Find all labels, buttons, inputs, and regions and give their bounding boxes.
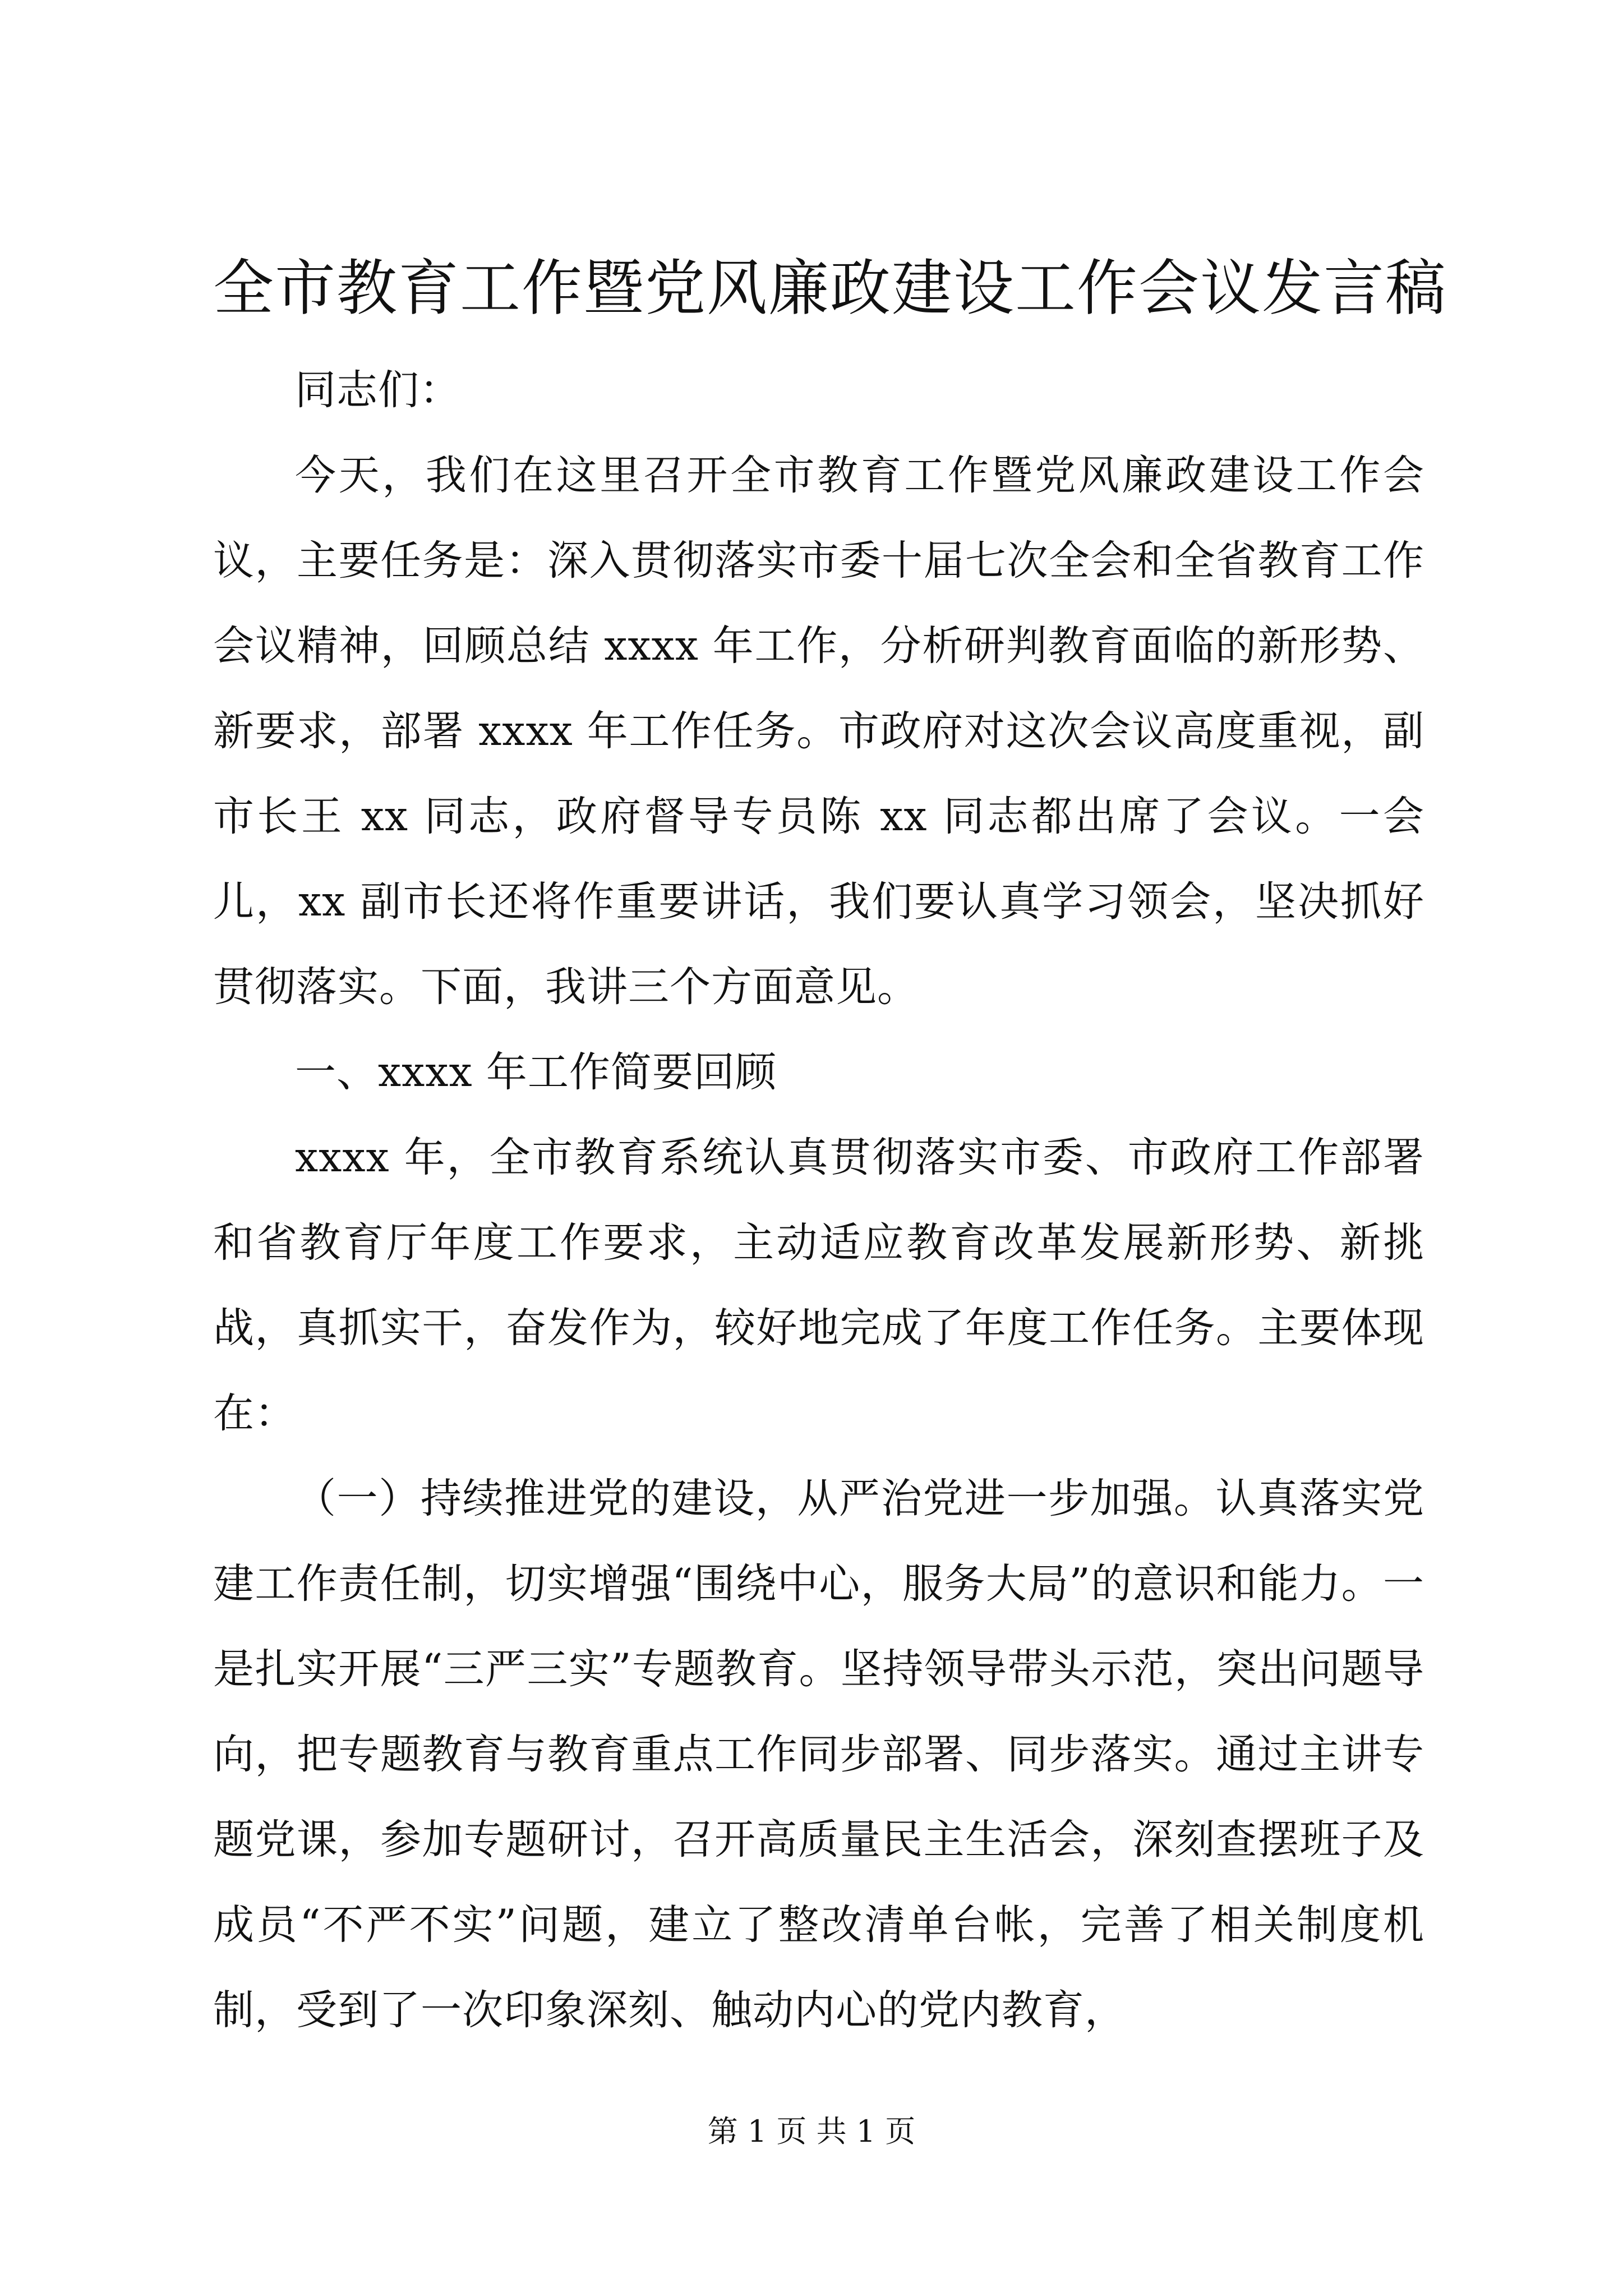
page-footer: [0, 2109, 1623, 2154]
document-body: [213, 348, 1424, 2053]
salutation: 同志们：: [295, 366, 461, 414]
section-heading: 一、xxxx 年工作简要回顾: [295, 1048, 777, 1096]
paragraph-intro: 今天，我们在这里召开全市教育工作暨党风廉政建设工作会议，主要任务是：深入贯彻落实市委十届七次全会和全省教育工作会议精神，回顾总结 xxxx 年工作，分析研判教育面临的新形势、新要求，部署 xxxx 年工作任务。市政府对这次会议高度重视，副市长王 xx 同志，政府督导专员陈 xx 同志都出席了会议。一会儿，xx 副市长还将作重要讲话，我们要认真学习领会，坚决抓好贯彻落实。下面，我讲三个方面意见。: [213, 452, 1424, 1011]
paragraph-party-building: （一）持续推进党的建设，从严治党进一步加强。认真落实党建工作责任制，切实增强“围绕中心，服务大局”的意识和能力。一是扎实开展“三严三实”专题教育。坚持领导带头示范，突出问题导向，把专题教育与教育重点工作同步部署、同步落实。通过主讲专题党课，参加专题研讨，召开高质量民主生活会，深刻查摆班子及成员“不严不实”问题，建立了整改清单台帐，完善了相关制度机制，受到了一次印象深刻、触动内心的党内教育，: [213, 1475, 1424, 2034]
page-number: 第 1 页 共 1 页: [707, 2114, 916, 2149]
paragraph-review: xxxx 年，全市教育系统认真贯彻落实市委、市政府工作部署和省教育厅年度工作要求，主动适应教育改革发展新形势、新挑战，真抓实干，奋发作为，较好地完成了年度工作任务。主要体现在：: [213, 1134, 1424, 1437]
page-title: 全市教育工作暨党风廉政建设工作会议发言稿: [213, 254, 1447, 324]
